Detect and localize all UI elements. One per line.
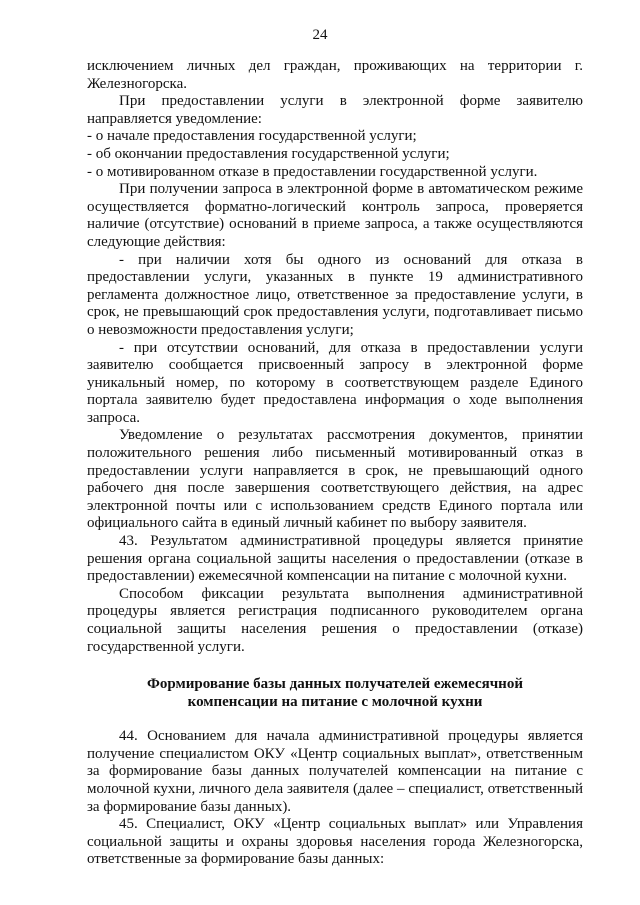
text-block-before-heading (87, 58, 583, 656)
paragraph: - при отсутствии оснований, для отказа в предоставлении услуги заявителю сообщается присвоенный запросу в электронной форме уникальный номер, по которому в соответствующем разделе Единого портала заявителю будет предоставлена информация о ходе выполнения запроса. (87, 339, 583, 426)
paragraph: 43. Результатом административной процедуры является принятие решения органа социальной защиты населения о предоставлении (отказе в предоставлении) ежемесячной компенсации на питание с молочной кухни. (87, 533, 583, 585)
section-heading-line-1: Формирование базы данных получателей ежемесячной (147, 676, 523, 693)
page-number: 24 (312, 27, 328, 43)
paragraph: - при наличии хотя бы одного из оснований для отказа в предоставлении услуги, указанных в пункте 19 административного регламента должностное лицо, ответственное за предоставление услуги, в срок, не превышающий срок предоставления услуги, подготавливает письмо о невозможности предоставления услуги; (87, 251, 583, 338)
paragraph: При получении запроса в электронной форме в автоматическом режиме осуществляется форматно-логический контроль запроса, проверяется наличие (отсутствие) оснований в приеме запроса, а также осуществляются следующие действия: (87, 181, 583, 250)
paragraph: Уведомление о результатах рассмотрения документов, принятии положительного решения либо письменный мотивированный отказ в предоставлении услуги направляется в срок, не превышающий одного рабочего дня после завершения соответствующего действия, на адрес электронной почты или с использованием средств Единого портала или официального сайта в единый личный кабинет по выбору заявителя. (87, 427, 583, 532)
paragraph: - об окончании предоставления государственной услуги; (87, 145, 450, 162)
paragraph: При предоставлении услуги в электронной форме заявителю направляется уведомление: (87, 93, 583, 127)
paragraph: - о начале предоставления государственной услуги; (87, 128, 417, 145)
section-heading-line-2: компенсации на питание с молочной кухни (187, 694, 483, 711)
text-block-after-heading (87, 728, 583, 869)
section-heading (87, 675, 583, 711)
paragraph: - о мотивированном отказе в предоставлении государственной услуги. (87, 163, 538, 180)
paragraph: 44. Основанием для начала административной процедуры является получение специалистом ОКУ «Центр социальных выплат», ответственным за формирование базы данных получателей компенсации на питание с молочной кухни, личного дела заявителя (далее – специалист, ответственный за формирование базы данных). (87, 728, 583, 815)
document-body (87, 58, 583, 869)
paragraph: исключением личных дел граждан, проживающих на территории г. Железногорска. (87, 58, 583, 92)
paragraph: Способом фиксации результата выполнения административной процедуры является регистрация подписанного руководителем органа социальной защиты населения решения о предоставлении (отказе) государственной услуги. (87, 585, 583, 655)
paragraph: 45. Специалист, ОКУ «Центр социальных выплат» или Управления социальной защиты и охраны здоровья населения города Железногорска, ответственные за формирование базы данных: (87, 816, 583, 868)
